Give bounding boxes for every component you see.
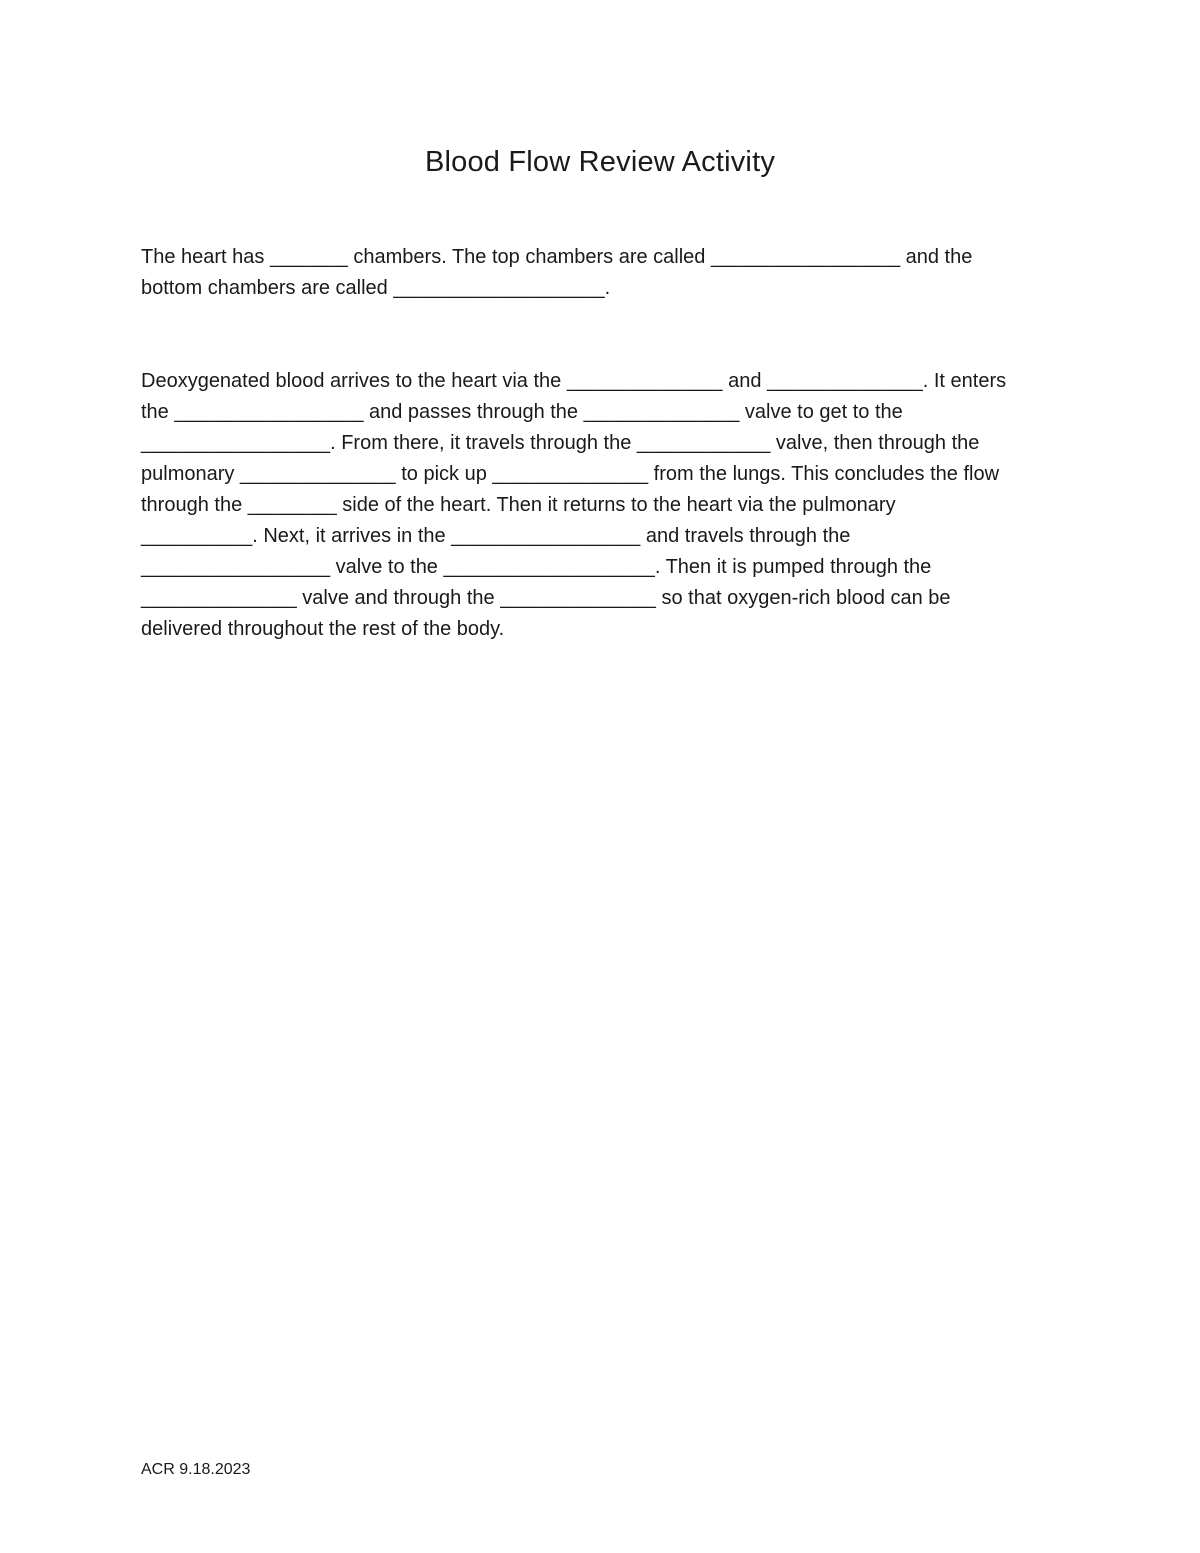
footer-note: ACR 9.18.2023: [141, 1461, 251, 1478]
text-line: Deoxygenated blood arrives to the heart via the ______________ and ______________. It enters: [141, 370, 1007, 392]
text-line: ______________ valve and through the ______________ so that oxygen-rich blood can be: [141, 587, 951, 609]
text-line: through the ________ side of the heart. Then it returns to the heart via the pulmonary: [141, 494, 896, 516]
text-line: pulmonary ______________ to pick up ______________ from the lungs. This concludes the flow: [141, 463, 1000, 485]
text-line: delivered throughout the rest of the body.: [141, 618, 505, 640]
text-line: bottom chambers are called ___________________.: [141, 277, 611, 299]
text-line: The heart has _______ chambers. The top chambers are called _________________ and the: [141, 246, 973, 268]
text-line: _________________ valve to the ___________________. Then it is pumped through the: [141, 556, 932, 578]
text-line: _________________. From there, it travels through the ____________ valve, then through the: [141, 432, 980, 454]
paragraph-chambers: [141, 242, 1061, 304]
text-line: __________. Next, it arrives in the _________________ and travels through the: [141, 525, 851, 547]
text-line: the _________________ and passes through the ______________ valve to get to the: [141, 401, 903, 423]
paragraph-blood-flow: [141, 366, 1061, 645]
page-title: Blood Flow Review Activity: [424, 146, 776, 178]
